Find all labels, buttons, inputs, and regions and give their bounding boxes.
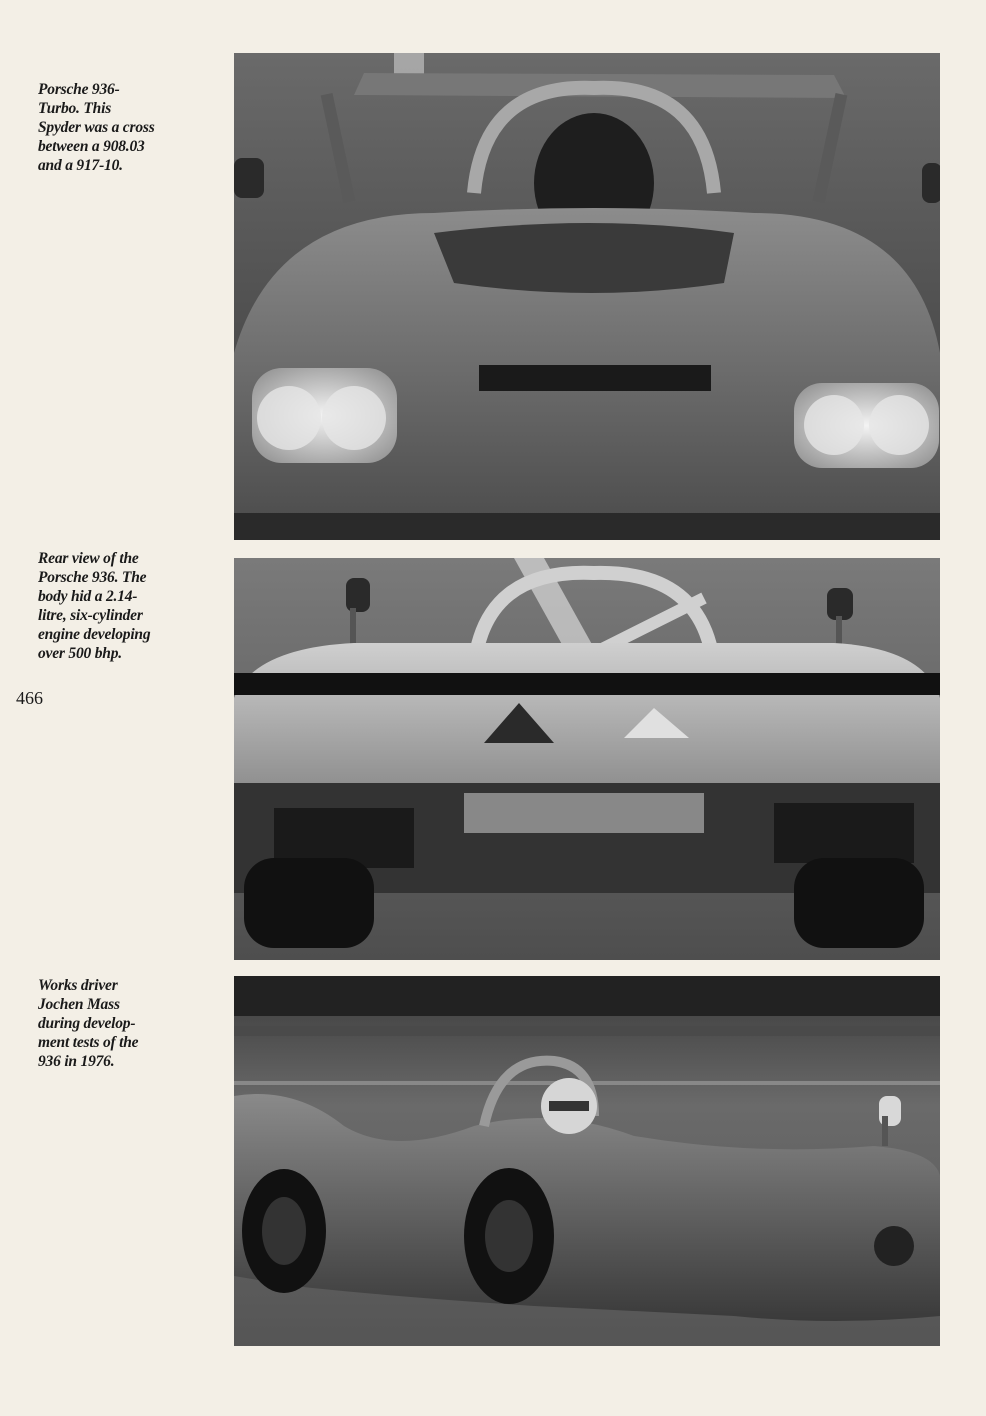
caption-line: engine developing	[38, 626, 151, 643]
caption-track-test	[38, 976, 198, 1071]
photo-rear-view	[234, 558, 940, 960]
caption-line: during develop-	[38, 1015, 136, 1032]
caption-line: Porsche 936. The	[38, 569, 147, 586]
caption-front-view	[38, 80, 198, 175]
caption-line: between a 908.03	[38, 138, 145, 155]
caption-line: Porsche 936-	[38, 81, 120, 98]
photo-front-view	[234, 53, 940, 540]
caption-line: Rear view of the	[38, 550, 139, 567]
caption-line: Works driver	[38, 977, 118, 994]
caption-rear-view	[38, 549, 198, 663]
caption-line: Turbo. This	[38, 100, 112, 117]
caption-line: and a 917-10.	[38, 157, 123, 174]
caption-line: over 500 bhp.	[38, 645, 122, 662]
caption-line: 936 in 1976.	[38, 1053, 115, 1070]
page-number: 466	[16, 688, 43, 708]
caption-line: body hid a 2.14-	[38, 588, 138, 605]
caption-line: Jochen Mass	[38, 996, 120, 1013]
caption-line: Spyder was a cross	[38, 119, 155, 136]
caption-line: ment tests of the	[38, 1034, 139, 1051]
photo-track-test	[234, 976, 940, 1346]
caption-line: litre, six-cylinder	[38, 607, 143, 624]
